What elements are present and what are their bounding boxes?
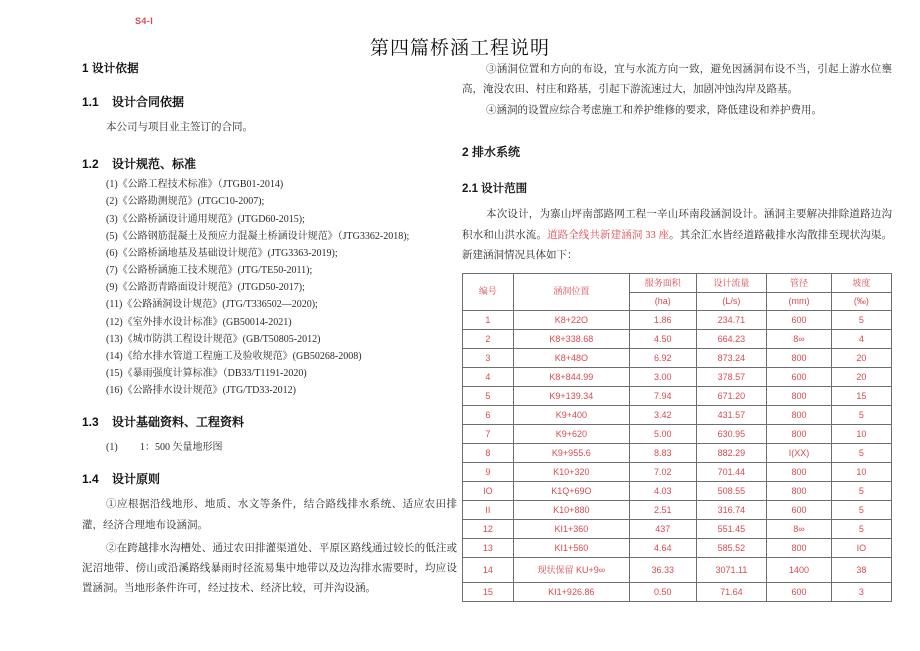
heading-1-3-title: 设计基础资料、工程资料 [112,415,245,430]
table-row [463,481,892,500]
cell-diameter: 800 [767,538,831,557]
cell-location: K1Q+69O [513,481,629,500]
table-header-row-1 [463,273,892,292]
cell-id: 9 [463,462,514,481]
culvert-table-head [463,273,892,310]
cell-location: KI1+926.86 [513,582,629,601]
table-row [463,500,892,519]
cell-location: K8+338.68 [513,329,629,348]
list-item: (6)《公路桥涵地基及基础设计规范》(JTG3363-2019); [106,247,338,259]
cell-location: K9+620 [513,424,629,443]
table-row [463,386,892,405]
cell-slope: 5 [831,310,891,329]
table-row [463,557,892,582]
cell-area: 7.02 [629,462,696,481]
cell-flow: 316.74 [696,500,767,519]
col-header-id: 编号 [463,273,514,310]
cell-flow: 664.23 [696,329,767,348]
cell-area: 3.42 [629,405,696,424]
paragraph-1-1-body: 本公司与项目业主签订的合同。 [106,122,253,133]
cell-slope: 5 [831,519,891,538]
cell-area: 4.50 [629,329,696,348]
scope-highlight-text: 道路全线共新建涵洞 33 座 [546,229,670,241]
heading-1-3-number: 1.3 [82,415,99,430]
cell-slope: 10 [831,462,891,481]
heading-1-4-number: 1.4 [82,472,99,487]
cell-diameter: 800 [767,348,831,367]
cell-area: 36.33 [629,557,696,582]
heading-section-1: 1 设计依据 [82,63,139,75]
right-column [462,60,892,602]
cell-location: 现状保留 KU+9∞ [513,557,629,582]
page-title: 第四篇桥涵工程说明 [369,38,550,59]
cell-id: 7 [463,424,514,443]
cell-flow: 431.57 [696,405,767,424]
cell-id: 13 [463,538,514,557]
cell-flow: 671.20 [696,386,767,405]
cell-location: KI1+360 [513,519,629,538]
cell-slope: 5 [831,481,891,500]
list-item: (11)《公路涵洞设计规范》(JTG/T336502—2020); [106,299,318,311]
paragraph-principle-4: ④涵洞的设置应综合考虑施工和养护维修的要求，降低建设和养护费用。 [486,104,822,116]
cell-flow: 234.71 [696,310,767,329]
heading-1-2-number: 1.2 [82,157,99,172]
list-item: (12)《室外排水设计标准》(GB50014-2021) [106,316,292,328]
col-header-flow: 设计流量 [696,273,767,292]
culvert-table [462,273,892,602]
heading-1-4 [82,470,457,487]
col-unit-flow: (L/s) [696,292,767,310]
cell-slope: 5 [831,405,891,424]
table-row [463,519,892,538]
paragraph-principle-2: ②在跨越排水沟槽处、通过农田排灌渠道处、平原区路线通过较长的低注或泥沼地带、傍山或沿溪路线暴雨时径流易集中地带以及边沟排水需要时，均应设置涵洞。当地形条件许可，经过技术、经济比较，可并沟设涵。 [82,542,457,595]
cell-location: K10+880 [513,500,629,519]
paragraph-principle-1: ①应根据沿线地形、地质、水文等条件，结合路线排水系统、适应农田排灌，经济合理地布设涵洞。 [82,499,457,531]
cell-id: 12 [463,519,514,538]
cell-location: K10+320 [513,462,629,481]
heading-1-2-title: 设计规范、标准 [112,157,197,172]
cell-diameter: 600 [767,582,831,601]
list-item: (16)《公路排水设计规范》(JTG/TD33-2012) [106,385,296,397]
cell-id: 3 [463,348,514,367]
cell-diameter: 800 [767,405,831,424]
cell-area: 8.83 [629,443,696,462]
cell-area: 0.50 [629,582,696,601]
cell-location: K9+139.34 [513,386,629,405]
col-unit-area: (ha) [629,292,696,310]
cell-slope: 5 [831,500,891,519]
cell-flow: 71.64 [696,582,767,601]
cell-id: 2 [463,329,514,348]
list-item: (13)《城市防洪工程设计规范》(GB/T50805-2012) [106,333,321,345]
sheet-code-label: S4-I [135,16,154,26]
heading-1-1-number: 1.1 [82,95,99,109]
heading-1-1 [82,93,457,110]
cell-area: 437 [629,519,696,538]
cell-id: 6 [463,405,514,424]
cell-flow: 508.55 [696,481,767,500]
cell-flow: 882.29 [696,443,767,462]
col-header-location: 涵洞位置 [513,273,629,310]
cell-area: 2.51 [629,500,696,519]
table-row [463,329,892,348]
table-row [463,310,892,329]
cell-location: K9+400 [513,405,629,424]
cell-diameter: 1400 [767,557,831,582]
table-row [463,443,892,462]
cell-diameter: 800 [767,462,831,481]
cell-diameter: 600 [767,367,831,386]
cell-flow: 378.57 [696,367,767,386]
cell-area: 5.00 [629,424,696,443]
scope-text-part2: 。其余汇水皆经道路截排水沟散排至现状沟渠。新建涵洞情况具体如下： [462,229,893,262]
heading-1-4-title: 设计原则 [112,472,161,487]
cell-location: KI1+560 [513,538,629,557]
heading-1-3 [82,413,457,430]
cell-flow: 630.95 [696,424,767,443]
list-item: (5)《公路钢筋混凝土及预应力混凝土桥涵设计规范》（JTG3362-2018); [106,230,410,242]
cell-id: 14 [463,557,514,582]
heading-2-1: 2.1 设计范围 [462,183,528,196]
cell-id: II [463,500,514,519]
cell-slope: 4 [831,329,891,348]
cell-id: 1 [463,310,514,329]
cell-area: 7.94 [629,386,696,405]
basic-data-item-label: (1) [106,442,118,454]
cell-slope: 5 [831,443,891,462]
cell-slope: 15 [831,386,891,405]
col-unit-slope: (‰) [831,292,891,310]
cell-area: 4.64 [629,538,696,557]
heading-1-2 [82,155,457,172]
cell-slope: 38 [831,557,891,582]
heading-1-1-title: 设计合同依据 [112,95,185,109]
col-unit-diameter: (mm) [767,292,831,310]
basic-data-item-text: 1：500 矢量地形图 [140,442,223,454]
table-row [463,424,892,443]
cell-flow: 873.24 [696,348,767,367]
list-item: (1)《公路工程技术标准》（JTGB01-2014) [106,179,284,191]
paragraph-principle-3: ③涵洞位置和方向的布设，宜与水流方向一致，避免因涵洞布设不当，引起上游水位壅高，淹没农田、村庄和路基，引起下游流速过大，加剧冲蚀沟岸及路基。 [462,64,892,96]
cell-location: K8+844.99 [513,367,629,386]
cell-area: 1.86 [629,310,696,329]
list-item: (7)《公路桥涵施工技术规范》(JTG/TE50-2011); [106,265,313,277]
cell-area: 3.00 [629,367,696,386]
cell-flow: 701.44 [696,462,767,481]
left-column [82,60,457,602]
table-row [463,582,892,601]
col-header-slope: 坡度 [831,273,891,292]
cell-id: 4 [463,367,514,386]
cell-flow: 585.52 [696,538,767,557]
col-header-diameter: 管径 [767,273,831,292]
cell-location: K8+48O [513,348,629,367]
list-item: (9)《公路沥青路面设计规范》(JTGD50-2017); [106,282,305,294]
table-row [463,405,892,424]
cell-location: K9+955.6 [513,443,629,462]
table-row [463,462,892,481]
cell-slope: 10 [831,424,891,443]
list-item: (15)《暴雨强度计算标准》（DB33/T1191-2020) [106,368,307,380]
list-item: (14)《给水排水管道工程施工及验收规范》(GB50268-2008) [106,351,362,363]
heading-section-2: 2 排水系统 [462,145,521,160]
cell-diameter: 800 [767,424,831,443]
cell-id: 8 [463,443,514,462]
cell-flow: 551.45 [696,519,767,538]
cell-slope: 20 [831,348,891,367]
cell-diameter: 600 [767,500,831,519]
cell-slope: 3 [831,582,891,601]
col-header-area: 服务面积 [629,273,696,292]
list-item: (2)《公路勘测规范》(JTGC10-2007); [106,196,265,208]
culvert-table-body [463,310,892,601]
scope-text-part1: 本次设计，为寨山坪南部路网工程一辛山环南段涵洞设计。涵洞主要解决排除道路边沟积水和山洪水流。 [462,209,892,241]
cell-id: IO [463,481,514,500]
table-row [463,367,892,386]
cell-diameter: 800 [767,481,831,500]
cell-slope: IO [831,538,891,557]
cell-area: 4.03 [629,481,696,500]
table-row [463,538,892,557]
cell-location: K8+22O [513,310,629,329]
cell-area: 6.92 [629,348,696,367]
cell-flow: 3071.11 [696,557,767,582]
table-row [463,348,892,367]
cell-diameter: 800 [767,386,831,405]
cell-diameter: 8∞ [767,519,831,538]
cell-id: 5 [463,386,514,405]
cell-diameter: 600 [767,310,831,329]
cell-diameter: 8∞ [767,329,831,348]
cell-id: 15 [463,582,514,601]
basic-data-item [82,438,457,453]
list-item: (3)《公路桥涵设计通用规范》(JTGD60-2015); [106,213,305,225]
standards-list [82,180,457,396]
paragraph-design-scope [462,205,892,266]
cell-slope: 20 [831,367,891,386]
cell-diameter: I(XX) [767,443,831,462]
